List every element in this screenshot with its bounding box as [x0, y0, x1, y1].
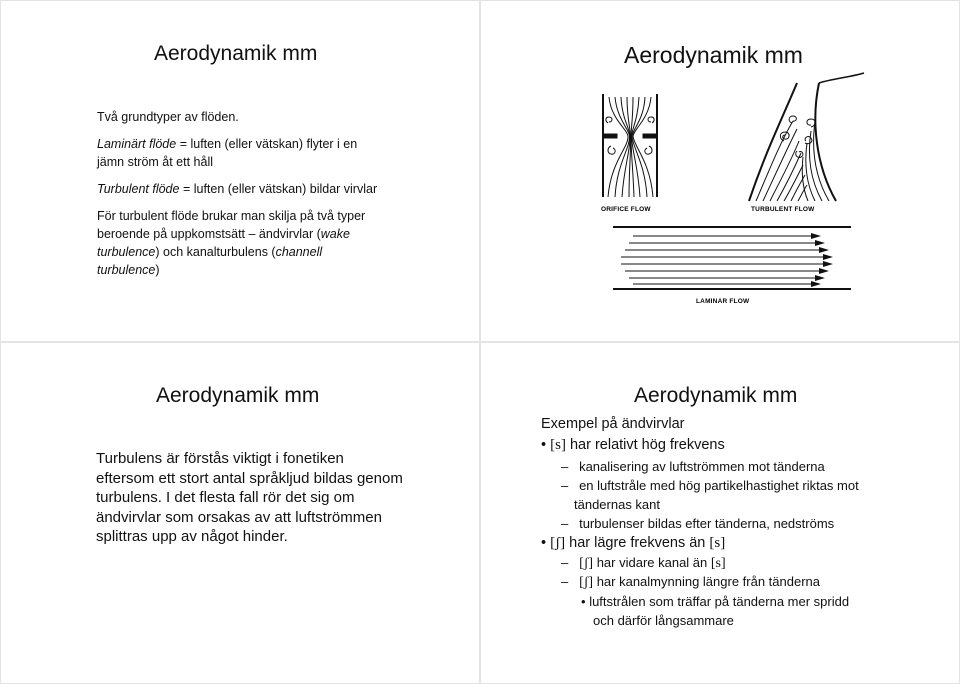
types-line-1: För turbulent flöde brukar man skilja på två typer — [97, 209, 366, 223]
dash-marker: – — [561, 459, 569, 474]
section-heading: Exempel på ändvirvlar — [541, 416, 685, 432]
slide-title: Aerodynamik mm — [634, 384, 798, 407]
bullet-s — [541, 437, 725, 454]
types-line-4 — [97, 261, 427, 279]
sub-item — [561, 459, 825, 474]
bullet-marker: • — [541, 535, 547, 551]
sub-item-text: en luftstråle med hög partikelhastighet riktas mot — [579, 478, 859, 493]
slide-2 — [480, 0, 960, 342]
turbulent-def-text: = luften (eller vätskan) bildar virvlar — [179, 182, 378, 196]
channel-term: channell — [275, 245, 323, 259]
bullet-marker: • — [541, 437, 547, 453]
bullet-sh — [541, 535, 725, 552]
bullet-text: har lägre frekvens än — [565, 535, 710, 551]
turbulent-term: Turbulent flöde — [97, 182, 180, 196]
sub-sub-item-text: luftstrålen som träffar på tänderna mer spridd — [589, 594, 850, 609]
turbulent-flow-diagram — [749, 73, 864, 201]
sub-item — [561, 555, 726, 572]
phoneme-sh: [ʃ] — [550, 535, 566, 551]
types-line-3 — [97, 243, 427, 261]
sub-item-cont: tändernas kant — [574, 497, 661, 512]
slide-1 — [0, 0, 480, 342]
turbulence-term: turbulence — [97, 263, 156, 277]
phoneme-sh: [ʃ] — [579, 556, 594, 571]
dash-marker: – — [561, 555, 569, 570]
turbulence-term: turbulence — [97, 245, 156, 259]
orifice-flow-label: ORIFICE FLOW — [601, 206, 651, 213]
slide-title: Aerodynamik mm — [156, 384, 320, 407]
laminar-flow-diagram — [613, 227, 851, 289]
sub-sub-item — [581, 594, 849, 609]
types-text: beroende på uppkomstsätt – ändvirvlar ( — [97, 227, 321, 241]
sub-item — [561, 478, 859, 493]
phoneme-s: [s] — [709, 535, 726, 551]
phoneme-s: [s] — [550, 437, 566, 453]
types-text: ) och kanalturbulens ( — [155, 245, 276, 259]
sub-sub-item-cont: och därför långsammare — [593, 613, 734, 628]
turbulent-definition — [97, 180, 427, 198]
orifice-flow-diagram — [603, 94, 657, 197]
flow-diagrams — [481, 1, 960, 343]
turbulent-flow-label: TURBULENT FLOW — [751, 206, 815, 213]
bullet-marker: • — [581, 594, 586, 609]
slide-title: Aerodynamik mm — [154, 42, 318, 65]
slide-3 — [0, 342, 480, 684]
phoneme-s: [s] — [710, 556, 726, 571]
wake-term: wake — [320, 227, 350, 241]
bullet-text: har relativt hög frekvens — [565, 437, 725, 453]
sub-item-text: turbulenser bildas efter tänderna, nedströms — [579, 516, 835, 531]
slide-4 — [480, 342, 960, 684]
slide-body: Turbulens är förstås viktigt i fonetiken eftersom ett stort antal språkljud bildas genom turbulens. I det flesta fall rör det sig om ändvirvlar som orsakas av att luftströmmen splittras upp av något hinder. — [96, 450, 403, 545]
types-text: ) — [155, 263, 160, 277]
laminar-flow-label: LAMINAR FLOW — [696, 298, 750, 305]
types-line-2 — [97, 225, 427, 243]
dash-marker: – — [561, 516, 569, 531]
sub-item — [561, 574, 820, 591]
laminar-definition-cont: jämn ström åt ett håll — [97, 155, 214, 169]
sub-item — [561, 516, 834, 531]
laminar-def-text: = luften (eller vätskan) flyter i en — [176, 137, 358, 151]
laminar-term: Laminärt flöde — [97, 137, 177, 151]
laminar-definition — [97, 135, 427, 153]
intro-line: Två grundtyper av flöden. — [97, 110, 239, 124]
sub-item-text: har kanalmynning längre från tänderna — [593, 574, 821, 589]
dash-marker: – — [561, 574, 569, 589]
slide-body — [97, 108, 427, 279]
dash-marker: – — [561, 478, 569, 493]
phoneme-sh: [ʃ] — [579, 575, 594, 590]
sub-item-text: kanalisering av luftströmmen mot tänderna — [579, 459, 825, 474]
sub-item-text: har vidare kanal än — [593, 555, 711, 570]
slide-title: Aerodynamik mm — [624, 42, 803, 68]
